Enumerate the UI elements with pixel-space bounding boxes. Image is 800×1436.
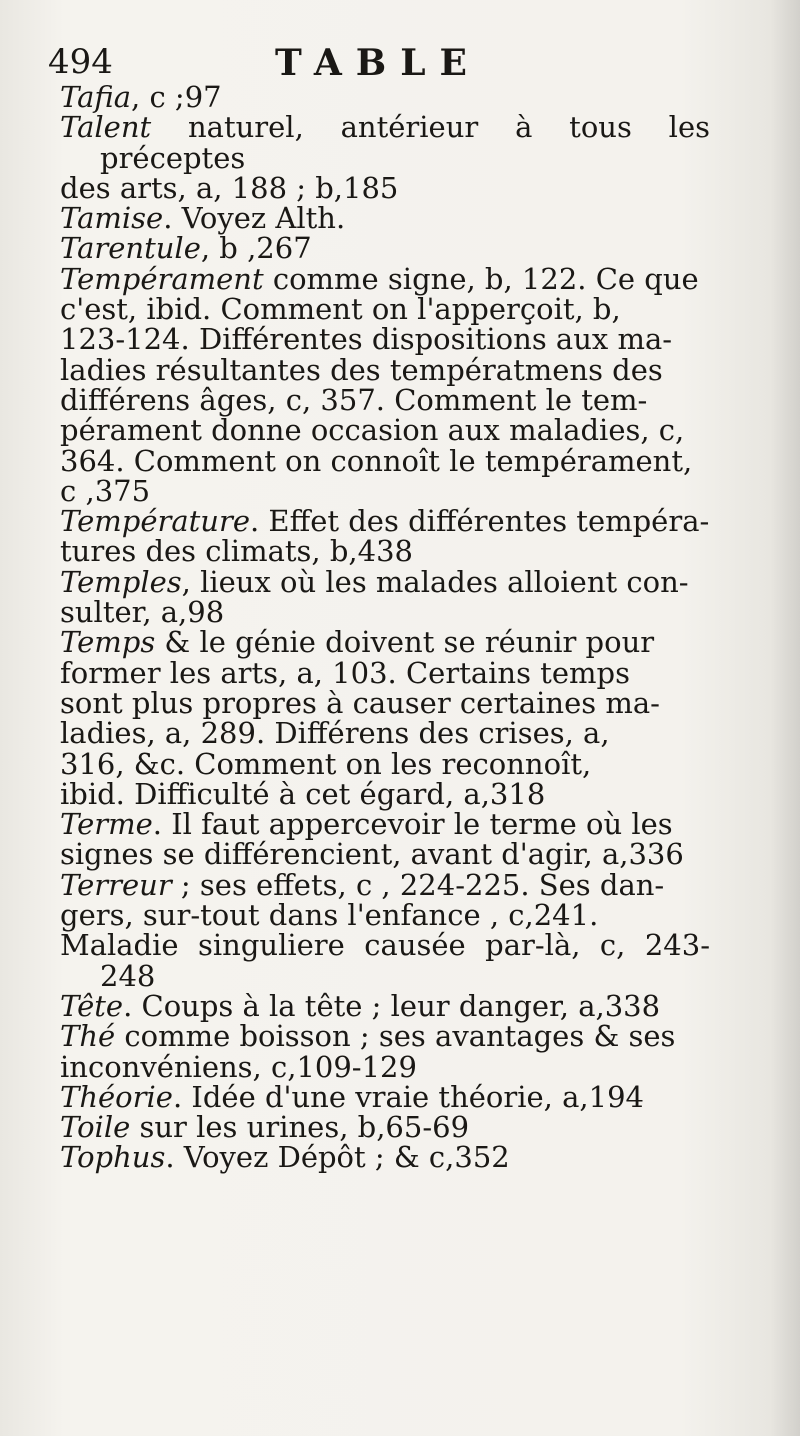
entry-headword: Tempérament [60,261,264,296]
entry-text: Tophus. Voyez Dépôt ; & c, [60,1140,455,1175]
entry-line [60,564,710,599]
entry-headword: Terme [60,807,153,842]
index-entry [60,867,710,993]
entry-text: Tafia, c ; [60,80,185,114]
entry-line [60,1019,710,1054]
entry-text: former les arts, a, 103. Certains temps [60,655,630,690]
entry-text: pérament donne occasion aux maladies, c, [60,413,685,448]
entry-headword: Tête [60,988,124,1023]
entry-line [60,746,710,781]
entry-text: des arts, a, 188 ; b, [60,170,344,205]
entry-text: sont plus propres à causer certaines ma- [60,685,660,720]
entry-text: Tamise. Voyez Alth. [60,201,346,236]
entry-headword: Talent [60,110,152,145]
index-entry [60,988,710,1023]
index-entry [60,1110,710,1145]
index-entry [60,201,710,236]
entry-text: Température. Effet des différentes tempéra- [60,504,710,539]
index-entry [60,564,710,630]
entry-line [60,261,710,296]
page-gutter-shadow [770,0,800,1436]
entry-line [60,1140,710,1175]
entry-line [60,413,710,448]
index-entry [60,1021,710,1082]
entry-headword: Toile [60,1110,131,1145]
entry-text: Tarentule, b , [60,231,257,266]
entry-headword: Temps [60,625,156,660]
entry-page-ref: 375 [94,473,151,508]
entry-headword: Tarentule [60,231,201,266]
entry-page-ref: 65-69 [385,1110,470,1145]
entry-text: Théorie. Idée d'une vraie théorie, a, [60,1079,589,1114]
entry-line [60,625,710,660]
entry-text: 316, &c. Comment on les reconnoît, [60,746,592,781]
entry-page-ref: 336 [628,837,684,872]
entry-text: différens âges, c, 357. Comment le tem- [60,382,648,417]
entry-text: 364. Comment on connoît le tempérament, [60,443,693,478]
page-number: 494 [48,42,113,82]
entry-line [60,110,710,175]
entry-page-ref: 194 [588,1079,644,1114]
entry-line [60,201,710,236]
entry-text: 123-124. Différentes dispositions aux ma- [60,322,673,357]
entry-line [60,292,710,327]
entry-line [60,231,710,266]
entry-line [60,322,710,357]
entry-headword: Temples [60,564,182,599]
entry-headword: Température [60,504,250,539]
entry-text: Tempérament comme signe, b, 122. Ce que [60,261,699,296]
entry-text: ibid. Difficulté à cet égard, a, [60,776,490,811]
entry-page-ref: 338 [604,988,661,1023]
entry-line [60,867,710,902]
entry-line [60,1110,710,1145]
entry-page-ref: 109-129 [296,1049,417,1084]
entry-text: ladies, a, 289. Différens des crises, a, [60,716,610,751]
entry-page-ref: 98 [187,595,225,630]
entry-line [60,655,710,690]
entry-line [60,473,710,508]
entry-page-ref: 97 [184,80,222,114]
entry-text: Terme. Il faut appercevoir le terme où les [60,807,673,842]
running-title: TABLE [275,42,481,84]
entry-line [60,928,710,993]
index-entry [60,1079,710,1114]
entry-page-ref: 352 [454,1140,510,1175]
entry-line [60,988,710,1023]
entry-page-ref: 185 [343,170,399,205]
entry-headword: Tafia [60,80,132,114]
entry-line [60,443,710,478]
index-entry [60,82,710,112]
entry-line [60,837,710,872]
entry-text: c , [60,473,95,508]
entry-headword: Tophus [60,1140,166,1175]
entry-line [60,716,710,751]
entry-line [60,1079,710,1114]
entry-headword: Théorie [60,1079,173,1114]
entry-line [60,807,710,842]
entry-text: Terreur ; ses effets, c , 224-225. Ses dan- [60,867,665,902]
entry-text: gers, sur-tout dans l'enfance , c, [60,898,534,933]
entry-text: signes se différencient, avant d'agir, a, [60,837,629,872]
entry-line [60,534,710,569]
index-entry [60,627,710,809]
entry-text: sulter, a, [60,595,188,630]
entry-line [60,1049,710,1084]
entry-line [60,898,710,933]
entry-text: tures des climats, b, [60,534,358,569]
entry-headword: Thé [60,1019,116,1054]
index-entry [60,231,710,266]
entry-line [60,504,710,539]
entry-text: Toile sur les urines, b, [60,1110,386,1145]
index-entry [60,809,710,870]
entry-line [60,776,710,811]
entry-line [60,170,710,205]
entry-text: Temples, lieux où les malades alloient con- [60,564,689,599]
entry-page-ref: 438 [357,534,413,569]
entry-page-ref: 318 [489,776,546,811]
entry-text: Temps & le génie doivent se réunir pour [60,625,655,660]
index-entry [60,261,710,508]
entry-line [60,80,710,114]
entry-text: Tête. Coups à la tête ; leur danger, a, [60,988,605,1023]
entry-text: Talent naturel, antérieur à tous les préceptes [60,110,710,175]
index-entries [60,82,710,1173]
entry-text: inconvéniens, c, [60,1049,297,1084]
entry-headword: Tamise [60,201,164,236]
entry-text: Thé comme boisson ; ses avantages & ses [60,1019,676,1054]
entry-text: c'est, ibid. Comment on l'apperçoit, b, [60,292,621,327]
index-entry [60,1140,710,1175]
entry-page-ref: 241. [533,898,599,933]
entry-line [60,382,710,417]
index-entry [60,112,710,203]
entry-line [60,685,710,720]
entry-page-ref: 267 [256,231,312,266]
entry-line [60,352,710,387]
entry-line [60,595,710,630]
entry-text: Maladie singuliere causée par-là, c, 243-248 [60,928,710,993]
index-entry [60,506,710,567]
entry-text: ladies résultantes des températmens des [60,352,663,387]
entry-headword: Terreur [60,867,172,902]
